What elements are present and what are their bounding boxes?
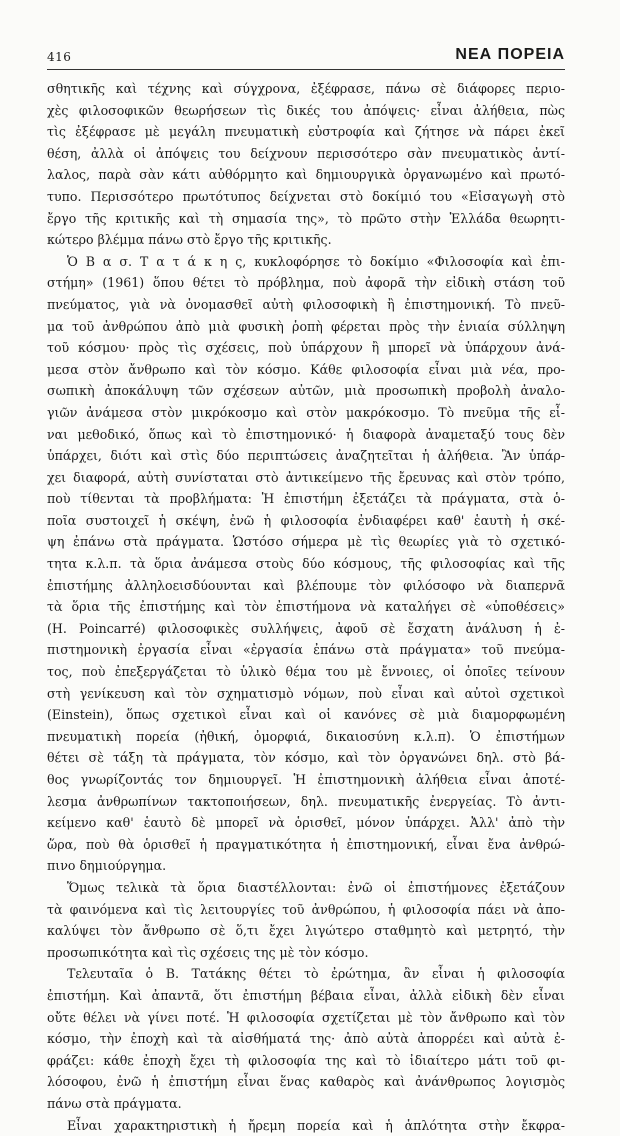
text-line: θέση, ἀλλὰ οἱ ἀπόψεις του δείχνουν περισσότερο σὰν πνευματικὸς ἀντί- bbox=[47, 143, 565, 165]
text-line: Εἶναι χαρακτηριστικὴ ἡ ἤρεμη πορεία καὶ ἡ ἁπλότητα στὴν ἔκφρα- bbox=[47, 1115, 565, 1136]
text-line: ποὺ τίθενται τὰ προβλήματα: Ἡ ἐπιστήμη ἐξετάζει τὰ πράγματα, στὰ ὁ- bbox=[47, 488, 565, 510]
text-line: τὶς ἐξέφρασε μὲ μεγάλη πνευματικὴ εὐστροφία καὶ ζήτησε νὰ πάρει ἐκεῖ bbox=[47, 121, 565, 143]
text-line: τοῦ κόσμου· πρὸς τὶς σχέσεις, ποὺ ὑπάρχουν ἢ μπορεῖ νὰ ὑπάρχουν ἀνά- bbox=[47, 337, 565, 359]
text-line: τος, ποὺ ἐπεξεργάζεται τὸ ὑλικὸ θέμα του μὲ ἔννοιες, οἱ ὁποῖες τείνουν bbox=[47, 661, 565, 683]
header-rule bbox=[47, 69, 565, 70]
text-line: τητα κ.λ.π. τὰ ὅρια ἀνάμεσα στοὺς δύο κόσμους, τῆς φιλοσοφίας καὶ τῆς bbox=[47, 553, 565, 575]
text-line: καλύψει τὸν ἄνθρωπο σὲ ὅ,τι ἔχει λιγώτερο σταθμητὸ καὶ μετρητό, τὴν bbox=[47, 920, 565, 942]
text-line: ναι μεθοδικό, ὅπως καὶ τὸ ἐπιστημονικό· ἡ διαφορὰ ἀναμεταξύ τους δὲν bbox=[47, 424, 565, 446]
text-line: (H. Poincarré) φιλοσοφικὲς συλλήψεις, ἀφοῦ σὲ ἔσχατη ἀνάλυση ἡ ἐ- bbox=[47, 618, 565, 640]
text-line: ἐπιστήμης ἀλληλοεισδύουνται καὶ βλέπουμε τὸν φιλόσοφο νὰ διαπερνᾶ bbox=[47, 575, 565, 597]
page-number: 416 bbox=[47, 50, 71, 64]
text-line: Ὁ Β α σ. Τ α τ ά κ η ς, κυκλοφόρησε τὸ δοκίμιο «Φιλοσοφία καὶ ἐπι- bbox=[47, 251, 565, 273]
text-line: κείμενο καθ' ἑαυτὸ δὲ μπορεῖ νὰ ὁρισθεῖ, μόνον ὑπάρχει. Ἀλλ' ἀπὸ τὴν bbox=[47, 812, 565, 834]
text-line: τυπο. Περισσότερο πρωτότυπος δείχνεται στὸ δοκίμιό του «Εἰσαγωγὴ στὸ bbox=[47, 186, 565, 208]
text-line: φράζει: κάθε ἐποχὴ ἔχει τὴ φιλοσοφία της καὶ τὸ ἰδιαίτερο μάτι τοῦ φι- bbox=[47, 1050, 565, 1072]
text-line: ποῖα συστοιχεῖ ἡ σκέψη, ἐνῶ ἡ φιλοσοφία ἐνδιαφέρει καθ' ἑαυτὴ ἡ σκέ- bbox=[47, 510, 565, 532]
text-line: τὰ φαινόμενα καὶ τὶς λειτουργίες τοῦ ἀνθρώπου, ἡ φιλοσοφία πάει νὰ ἀπο- bbox=[47, 899, 565, 921]
text-line: πνεύματος, γιὰ νὰ ὀνομασθεῖ αὐτὴ φιλοσοφικὴ ἢ ἐπιστημονική. Τὸ πνεῦ- bbox=[47, 294, 565, 316]
text-line: πνευματικὴ πορεία (ἠθική, ὀμορφιά, δικαιοσύνη κ.λ.π). Ὁ ἐπιστήμων bbox=[47, 726, 565, 748]
text-line: ὑπάρχει, διότι καὶ στὶς δύο περιπτώσεις ἀναζητεῖται ἡ ἀλήθεια. Ἂν ὑπάρ- bbox=[47, 445, 565, 467]
text-line: μα τοῦ ἀνθρώπου ἀπὸ μιὰ φυσικὴ ῥοπὴ φέρεται πρὸς τὴν ἑνιαία σύλληψη bbox=[47, 316, 565, 338]
text-line: πινο δημιούργημα. bbox=[47, 855, 565, 877]
text-line: πιστημονικὴ ἐργασία εἶναι «ἐργασία ἐπάνω στὰ πράγματα» τοῦ πνεύμα- bbox=[47, 639, 565, 661]
text-line: χει διαφορά, αὐτὴ συνίσταται στὸ ἀντικείμενο τῆς ἔρευνας καὶ στὸν τρόπο, bbox=[47, 467, 565, 489]
text-line: λεσμα ἀνθρωπίνων τακτοποιήσεων, δηλ. πνευματικῆς ἐνεργείας. Τὸ ἀντι- bbox=[47, 791, 565, 813]
text-line: Τελευταῖα ὁ Β. Τατάκης θέτει τὸ ἐρώτημα, ἂν εἶναι ἡ φιλοσοφία bbox=[47, 963, 565, 985]
text-line: πάνω στὰ πράγματα. bbox=[47, 1093, 565, 1115]
text-line: τὰ ὅρια τῆς ἐπιστήμης καὶ τὸν ἐπιστήμονα νὰ καταλήγει σὲ «ὑποθέσεις» bbox=[47, 596, 565, 618]
text-line: σθητικῆς καὶ τέχνης καὶ σύγχρονα, ἐξέφρασε, πάνω σὲ διάφορες περιο- bbox=[47, 78, 565, 100]
text-line: ἔργο τῆς κριτικῆς καὶ τὴ σημασία της», τὸ πρῶτο στὴν Ἑλλάδα θεωρητι- bbox=[47, 208, 565, 230]
text-line: γιῶν ἀνάμεσα στὸν μικρόκοσμο καὶ στὸν μακρόκοσμο. Τὸ πνεῦμα τῆς εἶ- bbox=[47, 402, 565, 424]
page-header bbox=[47, 44, 565, 66]
text-line: λαλος, παρὰ σὰν κάτι αὐθόρμητο καὶ δημιουργικὰ ὀργανωμένο καὶ πρωτό- bbox=[47, 164, 565, 186]
text-line: θέτει σὲ τάξη τὰ πράγματα, τὸν κόσμο, καὶ τὸν ὀργανώνει δηλ. στὸ βά- bbox=[47, 747, 565, 769]
text-line: οὔτε θέλει νὰ γίνει ποτέ. Ἡ φιλοσοφία σχετίζεται μὲ τὸν ἄνθρωπο καὶ τὸν bbox=[47, 1007, 565, 1029]
text-line: στὴ γενίκευση καὶ τὸν σχηματισμὸ νόμων, ποὺ εἶναι καὶ αὐτοὶ σχετικοὶ bbox=[47, 683, 565, 705]
text-line: χὲς φιλοσοφικῶν θεωρήσεων τὶς δικές του ἀπόψεις· εἶναι ἀλήθεια, πὼς bbox=[47, 100, 565, 122]
text-line: ὥρα, ποὺ θὰ ὁρισθεῖ ἡ πραγματικότητα ἡ ἐπιστημονική, εἶναι ἔνα ἀνθρώ- bbox=[47, 834, 565, 856]
text-line: Ὅμως τελικὰ τὰ ὅρια διαστέλλονται: ἐνῶ οἱ ἐπιστήμονες ἐξετάζουν bbox=[47, 877, 565, 899]
journal-title: ΝΕΑ ΠΟΡΕΙΑ bbox=[455, 46, 565, 64]
text-line: (Einstein), ὅπως σχετικοὶ εἶναι καὶ οἱ κανόνες σὲ μιὰ διαμορφωμένη bbox=[47, 704, 565, 726]
text-line: προσωπικότητα καὶ τὶς σχέσεις της μὲ τὸν κόσμο. bbox=[47, 942, 565, 964]
text-line: θος γνωρίζοντάς τον δημιουργεῖ. Ἡ ἐπιστημονικὴ ἀλήθεια εἶναι ἀποτέ- bbox=[47, 769, 565, 791]
text-line: κόσμο, τὴν ἐποχὴ καὶ τὰ αἰσθήματά της· ἀπὸ αὐτὰ ἀπορρέει καὶ αὐτὰ ἐ- bbox=[47, 1028, 565, 1050]
text-line: μεσα στὸν ἄνθρωπο καὶ τὸν κόσμο. Κάθε φιλοσοφία εἶναι μιὰ νέα, προ- bbox=[47, 359, 565, 381]
text-line: ἐπιστήμη. Καὶ ἀπαντᾶ, ὅτι ἐπιστήμη βέβαια εἶναι, ἀλλὰ εἰδικὴ δὲν εἶναι bbox=[47, 985, 565, 1007]
text-line: σωπικὴ ἀποκάλυψη τῶν σχέσεων αὐτῶν, μιὰ προσωπικὴ προβολὴ ἀναλο- bbox=[47, 380, 565, 402]
text-line: στήμη» (1961) ὅπου θέτει τὸ πρόβλημα, ποὺ ἀφορᾶ τὴν εἰδικὴ στάση τοῦ bbox=[47, 272, 565, 294]
article-body bbox=[47, 78, 565, 1136]
text-line: ψη ἐπάνω στὰ πράγματα. Ὡστόσο σήμερα μὲ τὶς θεωρίες γιὰ τὸ σχετικό- bbox=[47, 531, 565, 553]
text-line: κώτερο βλέμμα πάνω στὸ ἔργο τῆς κριτικῆς. bbox=[47, 229, 565, 251]
text-line: λόσοφου, ἐνῶ ἡ ἐπιστήμη εἶναι ἕνας καθαρὸς καὶ ἀνάνθρωπος λογισμὸς bbox=[47, 1071, 565, 1093]
